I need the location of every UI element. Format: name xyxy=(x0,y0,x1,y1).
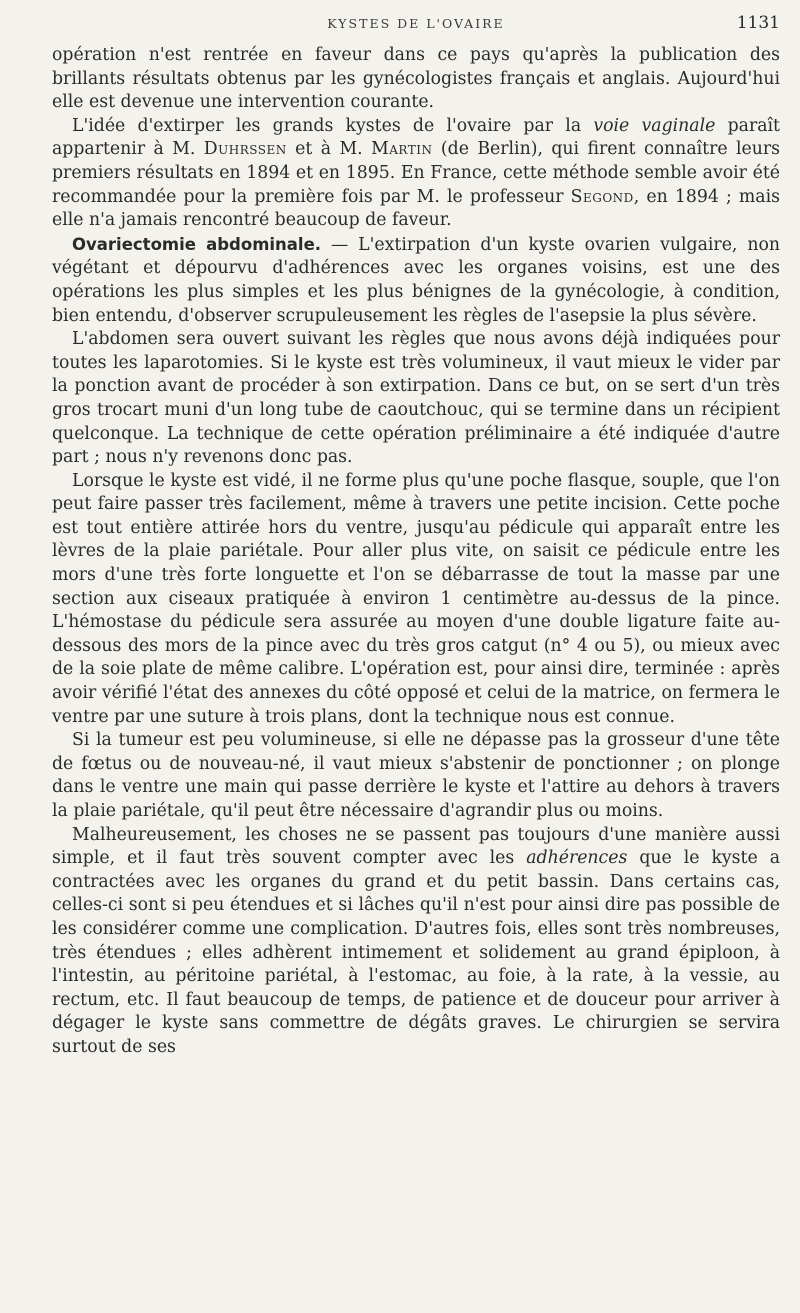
paragraph-1: opération n'est rentrée en faveur dans ce pays qu'après la publication des brillants résultats obtenus par les gynécologistes français et anglais. Aujourd'hui elle est devenue une intervention courante. xyxy=(52,45,780,113)
paragraph-2 xyxy=(52,115,780,233)
paragraph-5: Lorsque le kyste est vidé, il ne forme plus qu'une poche flasque, souple, que l'on peut faire passer très facilement, même à travers une petite incision. Cette poche est tout entière attirée hors du ventre, jusqu'au pédicule qui apparaît entre les lèvres de la plaie pariétale. Pour aller plus vite, on saisit ce pédicule entre les mors d'une très forte longuette et l'on se débarrasse de tout la masse par une section aux ciseaux pratiquée à environ 1 centimètre au-dessus de la pince. L'hémostase du pédicule sera assurée au moyen d'une double ligature faite au-dessous des mors de la pince avec du très gros catgut (n° 4 ou 5), ou mieux avec de la soie plate de même calibre. L'opération est, pour ainsi dire, terminée : après avoir vérifié l'état des annexes du côté opposé et celui de la matrice, on fermera le ventre par une suture à trois plans, dont la technique nous est connue. xyxy=(52,470,780,727)
text-run: paraît appartenir à M. xyxy=(52,115,780,160)
text-run: Malheureusement, les choses ne se passent pas toujours d'une manière aussi simple, et il faut très souvent compter avec les xyxy=(52,824,780,869)
paragraph-7 xyxy=(52,824,780,1060)
author-name: Duhrssen xyxy=(203,139,287,160)
text-run: — L'extirpation d'un kyste ovarien vulgaire, non végétant et dépourvu d'adhérences avec les organes voisins, est une des opérations les plus simples et les plus bénignes de la gynécologie, à condition, bien entendu, d'observer scrupuleusement les règles de l'asepsie la plus sévère. xyxy=(52,234,780,326)
book-page xyxy=(52,10,780,1060)
page-number: 1131 xyxy=(736,13,780,33)
text-run: L'idée d'extirper les grands kystes de l'ovaire par la xyxy=(72,115,594,136)
page-header xyxy=(52,10,780,44)
text-run: que le kyste a contractées avec les organes du grand et du petit bassin. Dans certains cas, celles-ci sont si peu étendues et si lâches qu'il n'est pour ainsi dire pas possible de les considérer comme une complication. D'autres fois, elles sont très nombreuses, très étendues ; elles adhèrent intimement et solidement au grand épiploon, à l'intestin, au péritoine pariétal, à l'estomac, au foie, à la rate, à la vessie, au rectum, etc. Il faut beaucoup de temps, de patience et de douceur pour arriver à dégager le kyste sans commettre de dégâts graves. Le chirurgien se servira surtout de ses xyxy=(52,848,781,1057)
body-text xyxy=(52,44,780,1060)
text-run: , en 1894 ; mais elle n'a jamais rencontré beaucoup de faveur. xyxy=(52,186,780,231)
emphasis-adherences: adhérences xyxy=(526,848,628,869)
section-heading: Ovariectomie abdominale. xyxy=(72,234,322,254)
text-run: (de Berlin), qui firent connaître leurs premiers résultats en 1894 et en 1895. En France, cette méthode semble avoir été recommandée pour la première fois par M. le professeur xyxy=(52,139,780,207)
author-name: Segond xyxy=(570,186,634,207)
paragraph-4: L'abdomen sera ouvert suivant les règles que nous avons déjà indiquées pour toutes les laparotomies. Si le kyste est très volumineux, il vaut mieux le vider par la ponction avant de procéder à son extirpation. Dans ce but, on se sert d'un très gros trocart muni d'un long tube de caoutchouc, qui se termine dans un récipient quelconque. La technique de cette opération préliminaire a été indiquée d'autre part ; nous n'y revenons donc pas. xyxy=(52,329,780,468)
text-run: et à M. xyxy=(286,139,372,160)
emphasis-voie-vaginale: voie vaginale xyxy=(593,115,716,136)
paragraph-6: Si la tumeur est peu volumineuse, si elle ne dépasse pas la grosseur d'une tête de fœtus ou de nouveau-né, il vaut mieux s'abstenir de ponctionner ; on plonge dans le ventre une main qui passe derrière le kyste et l'attire au dehors à travers la plaie pariétale, qu'il peut être nécessaire d'agrandir plus ou moins. xyxy=(52,730,780,821)
running-head: KYSTES DE L'OVAIRE xyxy=(327,16,505,31)
paragraph-3 xyxy=(52,233,780,328)
author-name: Martin xyxy=(371,139,433,160)
